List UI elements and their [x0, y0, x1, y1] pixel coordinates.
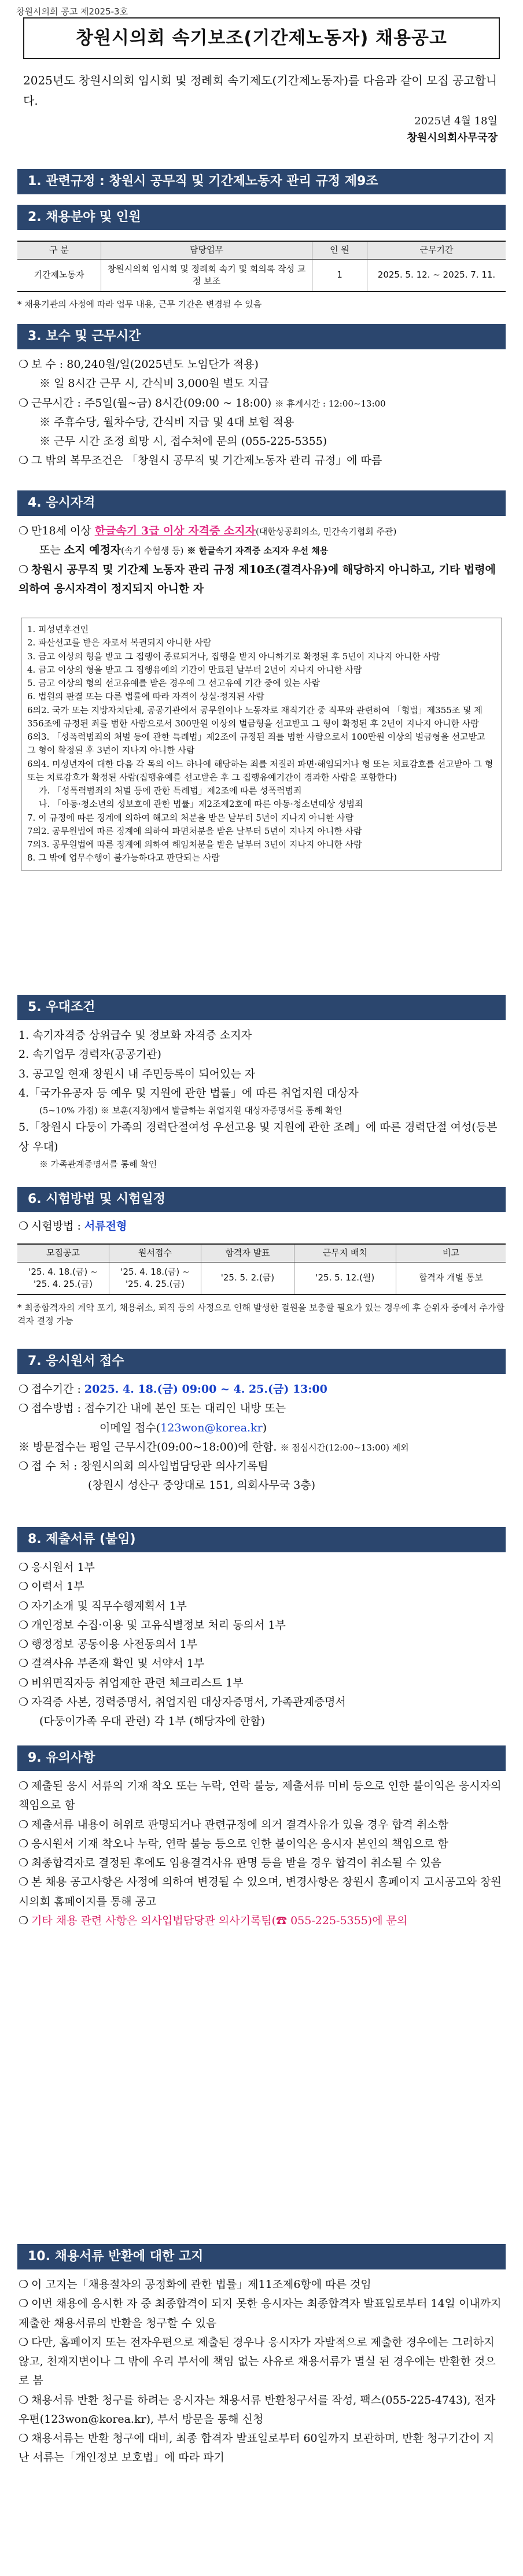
table-header: 원서접수 [109, 1244, 201, 1262]
list-item: 1. 속기자격증 상위급수 및 정보화 자격증 소지자 [19, 1029, 252, 1042]
list-item: (다둥이가족 우대 관련) 각 1부 (해당자에 한함) [39, 1715, 265, 1728]
section-10-body [19, 2275, 504, 2468]
list-item: ❍ 본 채용 공고사항은 사정에 의하여 변경될 수 있으며, 변경사항은 창원시 홈페이지 고시공고와 창원시의회 홈페이지를 통해 공고 [19, 1876, 502, 1908]
list-item: ❍ 이 고지는「채용절차의 공정화에 관한 법률」제11조제6항에 따른 것임 [19, 2278, 371, 2291]
section-9-body [19, 1777, 504, 1931]
list-item: 1. 피성년후견인 [27, 624, 89, 634]
section-2-header: 2. 채용분야 및 인원 [17, 205, 506, 230]
list-item: ❍ 보 수 : 80,240원/일(2025년도 노임단가 적용) [19, 358, 259, 371]
schedule-table [17, 1243, 506, 1295]
list-item: ❍ 결격사유 부존재 확인 및 서약서 1부 [19, 1657, 205, 1670]
table-header: 구 분 [17, 241, 101, 259]
list-item: 2. 속기업무 경력자(공공기관) [19, 1048, 161, 1061]
recruitment-table [17, 241, 506, 292]
list-item: ❍ 창원시 공무직 및 기간제 노동자 관리 규정 제10조(결격사유)에 해당하지 아니하고, 기타 법령에 의하여 응시자격이 정지되지 아니한 자 [19, 563, 496, 595]
table-cell: 2025. 5. 12. ~ 2025. 7. 11. [367, 259, 506, 291]
table-header: 근무기간 [367, 241, 506, 259]
list-item: 3. 금고 이상의 형을 받고 그 집행이 종료되거나, 집행을 받지 아니하기로 확정된 후 5년이 지나지 아니한 사람 [27, 651, 440, 662]
list-item: ❍ 응시원서 1부 [19, 1561, 95, 1574]
list-item: ❍ 제출된 응시 서류의 기재 착오 또는 누락, 연락 불능, 제출서류 미비 등으로 인한 불이익은 응시자의 책임으로 함 [19, 1780, 502, 1812]
issuer: 창원시의회사무국장 [407, 131, 498, 144]
list-item: ※ 근무 시간 조정 희망 시, 접수처에 문의 (055-225-5355) [39, 435, 327, 448]
table-cell: 합격자 개별 통보 [396, 1262, 506, 1294]
list-item: ❍ 자기소개 및 직무수행계획서 1부 [19, 1599, 187, 1612]
list-item: ❍ 그 밖의 복무조건은 「창원시 공무직 및 기간제노동자 관리 규정」에 따름 [19, 454, 382, 467]
table-cell: 1 [312, 259, 367, 291]
section-9-header: 9. 유의사항 [17, 1745, 506, 1771]
table-header: 인 원 [312, 241, 367, 259]
disqualification-box [21, 618, 502, 870]
table-cell: '25. 5. 2.(금) [201, 1262, 294, 1294]
list-item: ❍ 이력서 1부 [19, 1580, 84, 1593]
list-item: ❍ 행정정보 공동이용 사전동의서 1부 [19, 1638, 198, 1651]
notice-date: 2025년 4월 18일 [414, 115, 498, 127]
exam-method: ❍ 시험방법 : 서류전형 [19, 1220, 127, 1232]
table-header: 모집공고 [17, 1244, 109, 1262]
section-8-body [19, 1558, 504, 1731]
table-row [17, 1262, 506, 1294]
list-item: ❍ 채용서류 반환 청구를 하려는 응시자는 채용서류 반환청구서를 작성, 팩스(055-225-4743), 전자우편(123won@korea.kr), 부서 방문을 통해 신청 [19, 2393, 496, 2426]
list-item: ※ 가족관계증명서를 통해 확인 [39, 1158, 157, 1169]
table-cell: 창원시의회 임시회 및 정례회 속기 및 회의록 작성 교정 보조 [101, 259, 312, 291]
table-header: 근무지 배치 [294, 1244, 396, 1262]
list-item: ❍ 응시원서 기재 착오나 누락, 연락 불능 등으로 인한 불이익은 응시자 본인의 책임으로 함 [19, 1837, 448, 1850]
list-item: ❍ 최종합격자로 결정된 후에도 임용결격사유 판명 등을 받을 경우 합격이 취소될 수 있음 [19, 1857, 441, 1869]
list-item: 8. 그 밖에 업무수행이 불가능하다고 판단되는 사람 [27, 852, 220, 863]
section-7-body: ❍ 접수기간 : 2025. 4. 18.(금) 09:00 ~ 4. 25.(금) 13:00 ❍ 접수방법 : 접수기간 내에 본인 또는 대리인 내방 또는 이메일 접수(123won@korea.kr) ※ 방문접수는 평일 근무시간(09:00~18:00)에 한함. ※ 점심시간(12:00~13:00) 제외 ❍ 접 수 처 : 창원시의회 의사입법담당관 의사기록팀 (창원시 성산구 중앙대로 151, 의회사무국 3층) [19, 1383, 409, 1492]
email-link[interactable]: 123won@korea.kr [160, 1421, 263, 1434]
section-4-body [19, 522, 504, 599]
intro-text: 2025년도 창원시의회 임시회 및 정례회 속기제도(기간제노동자)를 다음과 같이 모집 공고합니다. [23, 73, 498, 108]
list-item: 나. 「아동·청소년의 성보호에 관한 법률」제2조제2호에 따른 아동·청소년대상 성범죄 [39, 799, 363, 810]
table-header: 합격자 발표 [201, 1244, 294, 1262]
list-item: ❍ 채용서류는 반환 청구에 대비, 최종 합격자 발표일로부터 60일까지 보관하며, 반환 청구기간이 지난 서류는「개인정보 보호법」에 따라 파기 [19, 2432, 495, 2464]
list-item: ❍ 이번 채용에 응시한 자 중 최종합격이 되지 못한 응시자는 최종합격자 발표일로부터 14일 이내까지 제출한 채용서류의 반환을 청구할 수 있음 [19, 2297, 502, 2330]
list-item: ※ 주휴수당, 월차수당, 간식비 지급 및 4대 보험 적용 [39, 415, 294, 429]
section-4-header: 4. 응시자격 [17, 490, 506, 516]
section-8-header: 8. 제출서류 (붙임) [17, 1527, 506, 1552]
list-item: 4.「국가유공자 등 예우 및 지원에 관한 법률」에 따른 취업지원 대상자 [19, 1086, 359, 1099]
list-item: ❍ 자격증 사본, 경력증명서, 취업지원 대상자증명서, 가족관계증명서 [19, 1695, 346, 1708]
page-title: 창원시의회 속기보조(기간제노동자) 채용공고 [23, 17, 500, 59]
list-item: 7. 이 규정에 따른 징계에 의하여 해고의 처분을 받은 날부터 5년이 지나지 아니한 사람 [27, 812, 354, 823]
section-7-header: 7. 응시원서 접수 [17, 1349, 506, 1374]
notice-number: 창원시의회 공고 제2025-3호 [16, 6, 128, 17]
list-item: 7의3. 공무원법에 따른 징계에 의하여 해임처분을 받은 날부터 3년이 지나지 아니한 사람 [27, 839, 362, 850]
list-item: 3. 공고일 현재 창원시 내 주민등록이 되어있는 자 [19, 1067, 256, 1080]
list-item: 5. 금고 이상의 형의 선고유예를 받은 경우에 그 선고유예 기간 중에 있는 사람 [27, 678, 321, 688]
list-item: 4. 금고 이상의 형을 받고 그 집행유예의 기간이 만료된 날부터 2년이 지나지 아니한 사람 [27, 664, 362, 675]
list-item: 또는 소지 예정자(속기 수험생 등) ※ 한글속기 자격증 소지자 우선 채용 [39, 544, 329, 557]
list-item: 6의4. 미성년자에 대한 다음 각 목의 어느 하나에 해당하는 죄를 저질러 파면·해임되거나 형 또는 치료감호를 선고받아 그 형 또는 치료감호가 확정된 사람(집행유예를 선고받은 후 그 집행유예기간이 경과한 사람을 포함한다) [27, 758, 493, 783]
list-item: 6의2. 국가 또는 지방자치단체, 공공기관에서 공무원이나 노동자로 재직기간 중 직무와 관련하여 「형법」제355조 및 제356조에 규정된 죄를 범한 사람으로서 300만원 이상의 벌금형을 선고받고 그 형이 확정된 후 2년이 지나지 아니한 사람 [27, 704, 483, 729]
section-1-header: 1. 관련규정 : 창원시 공무직 및 기간제노동자 관리 규정 제9조 [17, 169, 506, 194]
list-item: ❍ 근무시간 : 주5일(월~금) 8시간(09:00 ~ 18:00) ※ 휴게시간 : 12:00~13:00 [19, 396, 386, 409]
list-item: 5.「창원시 다둥이 가족의 경력단절여성 우선고용 및 지원에 관한 조례」에 따른 경력단절 여성(등본상 우대) [19, 1121, 498, 1153]
table-cell: '25. 5. 12.(월) [294, 1262, 396, 1294]
section-5-header: 5. 우대조건 [17, 995, 506, 1020]
section-5-body [19, 1026, 504, 1172]
table-header: 담당업무 [101, 241, 312, 259]
list-item: 6. 법원의 판결 또는 다른 법률에 따라 자격이 상실·정지된 사람 [27, 691, 264, 702]
table-cell: '25. 4. 18.(금) ~ '25. 4. 25.(금) [17, 1262, 109, 1294]
table-cell: 기간제노동자 [17, 259, 101, 291]
list-item: ❍ 만18세 이상 한글속기 3급 이상 자격증 소지자(대한상공회의소, 민간속기협회 주관) [19, 525, 397, 537]
section-3-header: 3. 보수 및 근무시간 [17, 324, 506, 349]
table-header: 비고 [396, 1244, 506, 1262]
list-item: ❍ 비위면직자등 취업제한 관련 체크리스트 1부 [19, 1676, 244, 1689]
table-row [17, 259, 506, 291]
section-10-header: 10. 채용서류 반환에 대한 고지 [17, 2244, 506, 2269]
list-item: ❍ 다만, 홈페이지 또는 전자우편으로 제출된 경우나 응시자가 자발적으로 제출한 경우에는 그러하지 않고, 천재지변이나 그 밖에 우리 부서에 책임 없는 사유로 채용서류가 멸실 된 경우에는 반환한 것으로 봄 [19, 2335, 496, 2387]
list-item: 7의2. 공무원법에 따른 징계에 의하여 파면처분을 받은 날부터 5년이 지나지 아니한 사람 [27, 825, 362, 836]
section-2-note: * 채용기관의 사정에 따라 업무 내용, 근무 기간은 변경될 수 있음 [17, 299, 262, 309]
section-3-body [19, 355, 504, 471]
list-item: ❍ 개인정보 수집·이용 및 고유식별정보 처리 동의서 1부 [19, 1618, 286, 1632]
list-item: 2. 파산선고를 받은 자로서 복권되지 아니한 사람 [27, 637, 212, 648]
table-cell: '25. 4. 18.(금) ~ '25. 4. 25.(금) [109, 1262, 201, 1294]
list-item: 6의3. 「성폭력범죄의 처벌 등에 관한 특례법」제2조에 규정된 죄를 범한 사람으로서 100만원 이상의 벌금형을 선고받고 그 형이 확정된 후 3년이 지나지 아니한 사람 [27, 732, 485, 756]
list-item: (5~10% 가점) ※ 보훈(지청)에서 발급하는 취업지원 대상자증명서를 통해 확인 [39, 1105, 342, 1116]
list-item: 가. 「성폭력범죄의 처벌 등에 관한 특례법」제2조에 따른 성폭력범죄 [39, 785, 302, 796]
list-item: ❍ 기타 채용 관련 사항은 의사입법담당관 의사기록팀(☎ 055-225-5355)에 문의 [19, 1914, 408, 1927]
section-6-header: 6. 시험방법 및 시험일정 [17, 1187, 506, 1212]
section-6-note: * 최종합격자의 계약 포기, 채용취소, 퇴직 등의 사정으로 인해 발생한 결원을 보충할 필요가 있는 경우에 후 순위자 중에서 추가합격자 결정 가능 [17, 1302, 504, 1326]
list-item: ❍ 제출서류 내용이 허위로 판명되거나 관련규정에 의거 결격사유가 있을 경우 합격 취소함 [19, 1818, 449, 1831]
list-item: ※ 일 8시간 근무 시, 간식비 3,000원 별도 지급 [39, 377, 269, 390]
date-block [407, 113, 498, 147]
